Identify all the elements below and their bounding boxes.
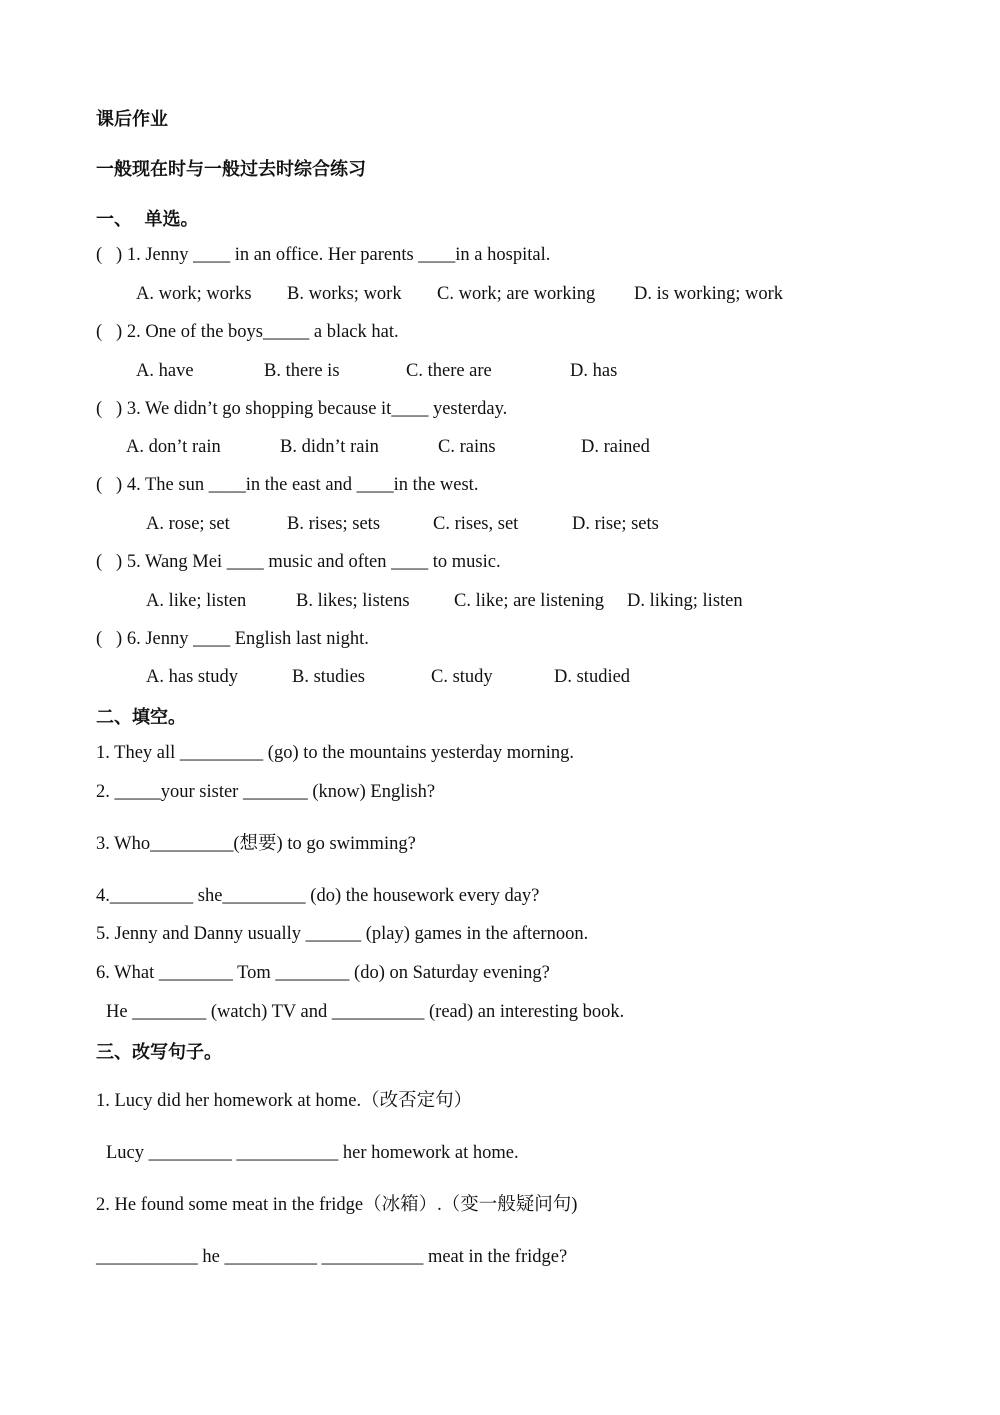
section2-heading: 二、填空。: [96, 707, 186, 728]
question-6-option-b: B. studies: [292, 667, 365, 687]
fill-item-1: 1. They all _________ (go) to the mountains yesterday morning.: [96, 743, 575, 763]
rewrite-item-1: 1. Lucy did her homework at home.（改否定句）: [96, 1091, 473, 1111]
question-3-stem: ( ) 3. We didn’t go shopping because it____ yesterday.: [96, 399, 508, 419]
rewrite-item-2: 2. He found some meat in the fridge（冰箱）.（变一般疑问句): [96, 1195, 578, 1215]
question-6-option-a: A. has study: [146, 667, 238, 687]
question-2-option-b: B. there is: [264, 361, 340, 381]
question-3-option-a: A. don’t rain: [126, 437, 221, 457]
section1-heading: 一、 单选。: [96, 209, 199, 230]
rewrite-item-1-answer-line: Lucy _________ ___________ her homework at home.: [106, 1143, 519, 1163]
question-5-option-b: B. likes; listens: [296, 591, 410, 611]
question-2-option-c: C. there are: [406, 361, 492, 381]
question-5-option-c: C. like; are listening: [454, 591, 605, 611]
question-4-option-d: D. rise; sets: [572, 514, 659, 534]
worksheet-subtitle: 一般现在时与一般过去时综合练习: [96, 159, 366, 180]
question-2-option-a: A. have: [136, 361, 194, 381]
fill-item-6: 6. What ________ Tom ________ (do) on Saturday evening?: [96, 963, 550, 983]
question-3-option-b: B. didn’t rain: [280, 437, 379, 457]
rewrite-item-2-answer-line: ___________ he __________ ___________ meat in the fridge?: [96, 1247, 568, 1267]
question-4-option-a: A. rose; set: [146, 514, 230, 534]
question-4-option-b: B. rises; sets: [287, 514, 381, 534]
question-6-option-d: D. studied: [554, 667, 631, 687]
fill-item-4: 4._________ she_________ (do) the housework every day?: [96, 886, 540, 906]
question-1-option-b: B. works; work: [287, 284, 402, 304]
question-1-option-a: A. work; works: [136, 284, 252, 304]
page-title: 课后作业: [96, 109, 168, 130]
question-4-stem: ( ) 4. The sun ____in the east and ____in the west.: [96, 475, 479, 495]
question-6-stem: ( ) 6. Jenny ____ English last night.: [96, 629, 369, 649]
fill-item-6-answer-line: He ________ (watch) TV and __________ (read) an interesting book.: [106, 1002, 625, 1022]
question-5-stem: ( ) 5. Wang Mei ____ music and often ____ to music.: [96, 552, 501, 572]
fill-item-2: 2. _____your sister _______ (know) English?: [96, 782, 436, 802]
question-2-option-d: D. has: [570, 361, 618, 381]
fill-item-3: 3. Who_________(想要) to go swimming?: [96, 834, 416, 854]
question-3-option-d: D. rained: [581, 437, 650, 457]
fill-item-5: 5. Jenny and Danny usually ______ (play) games in the afternoon.: [96, 924, 589, 944]
question-6-option-c: C. study: [431, 667, 493, 687]
question-2-stem: ( ) 2. One of the boys_____ a black hat.: [96, 322, 399, 342]
question-4-option-c: C. rises, set: [433, 514, 519, 534]
question-5-option-a: A. like; listen: [146, 591, 247, 611]
section3-heading: 三、改写句子。: [96, 1042, 222, 1063]
question-3-option-c: C. rains: [438, 437, 496, 457]
question-1-stem: ( ) 1. Jenny ____ in an office. Her parents ____in a hospital.: [96, 245, 551, 265]
question-1-option-c: C. work; are working: [437, 284, 596, 304]
question-5-option-d: D. liking; listen: [627, 591, 743, 611]
question-1-option-d: D. is working; work: [634, 284, 784, 304]
